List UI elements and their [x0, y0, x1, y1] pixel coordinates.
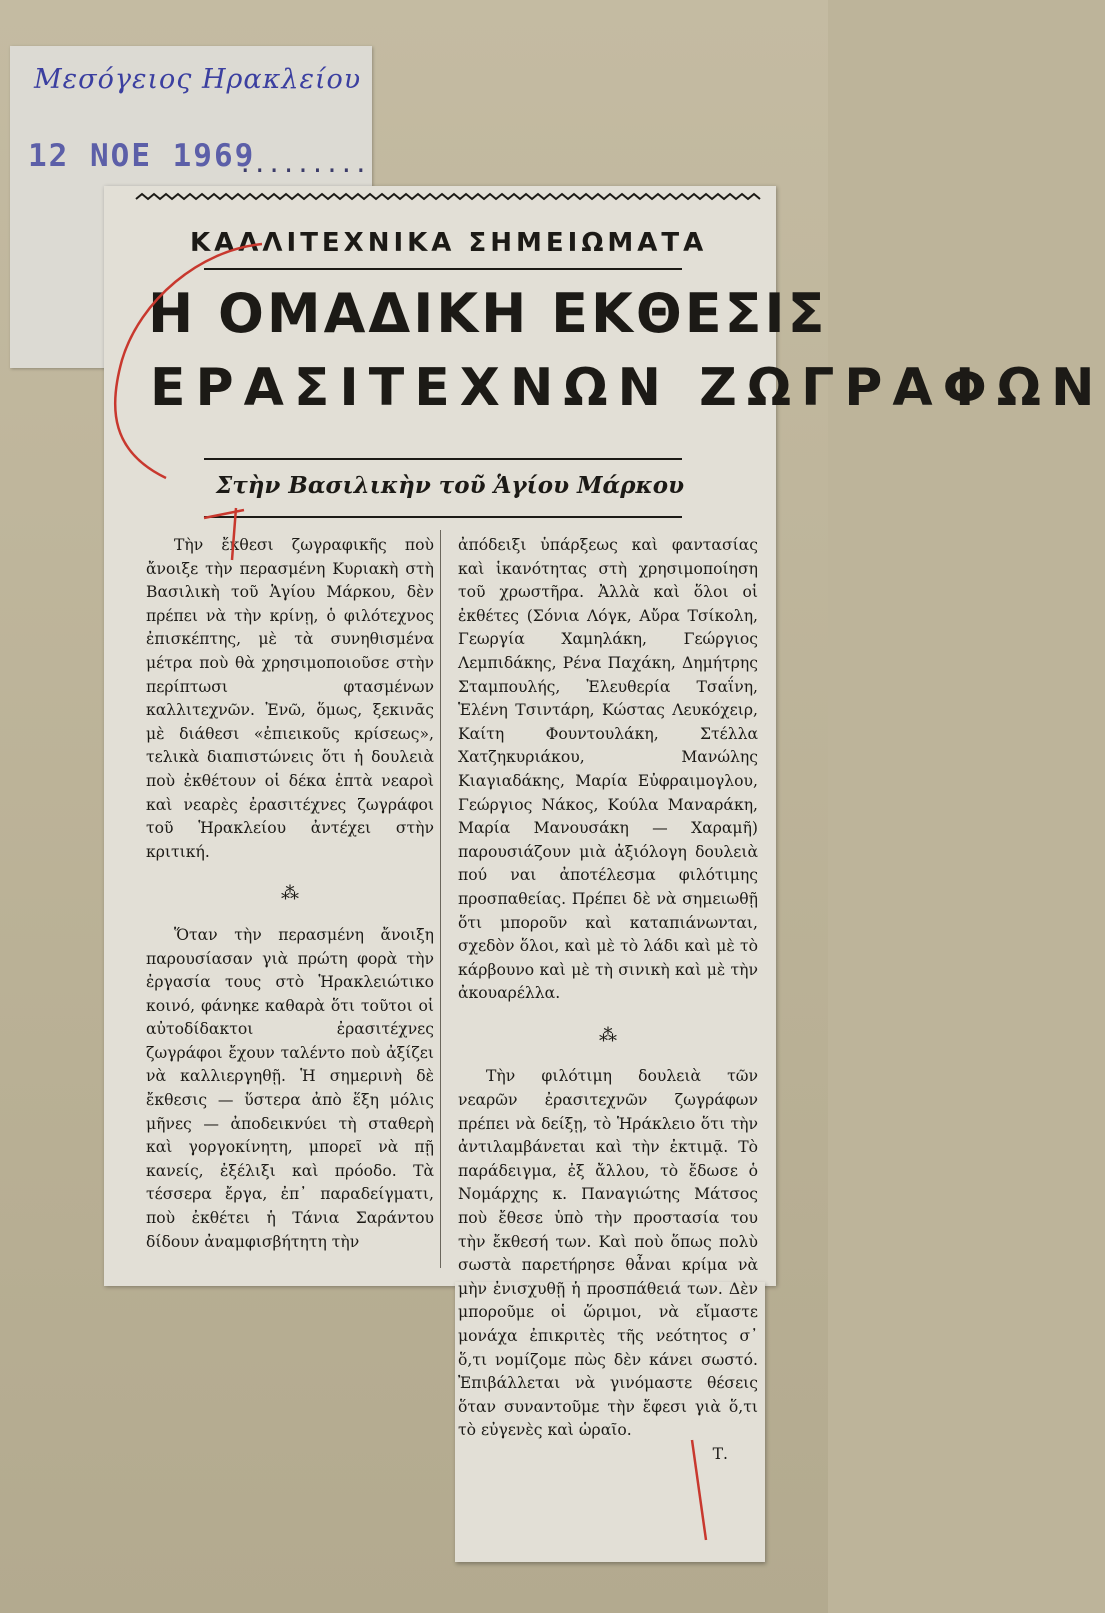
section-kicker: ΚΑΛΛΙΤΕΧΝΙΚΑ ΣΗΜΕΙΩΜΑΤΑ: [190, 228, 708, 258]
stamp-dotted-line: .........: [238, 150, 369, 178]
headline-rule: [204, 458, 682, 460]
column-divider: [440, 530, 441, 1268]
asterism-divider: ⁂: [599, 1024, 617, 1046]
handwritten-source: Μεσόγειος Ηρακλείου: [34, 64, 362, 95]
date-stamp: 12 ΝΟΕ 1969: [28, 138, 256, 174]
subhead-rule: [204, 516, 682, 518]
asterism-divider: ⁂: [281, 883, 299, 905]
subheadline: Στὴν Βασιλικὴν τοῦ Ἁγίου Μάρκου: [215, 472, 685, 499]
article-right-column: [458, 534, 758, 1467]
left-paragraph-2: Ὅταν τὴν περασμένη ἄνοιξη παρουσίασαν γιὰ πρώτη φορὰ τὴν ἐργασία τους στὸ Ἡρακλειώτικο κοινό, φάνηκε καθαρὰ ὅτι τοῦτοι οἱ αὐτοδίδακτοι ἐρασιτέχνες ζωγράφοι ἔχουν ταλέντο ποὺ ἀξίζει νὰ καλλιεργηθῇ. Ἡ σημερινὴ δὲ ἔκθεσις — ὕστερα ἀπὸ ἕξη μόλις μῆνες — ἀποδεικνύει τὴ σταθερὴ καὶ γοργοκίνητη, μπορεῖ νὰ πῇ κανείς, ἐξέλιξι καὶ πρόοδο. Τὰ τέσσερα ἔργα, ἐπ᾽ παραδείγματι, ποὺ ἐκθέτει ἡ Τάνια Σαράντου δίδουν ἀναμφισβήτητη τὴν: [146, 925, 434, 1251]
author-signature: Τ.: [712, 1444, 728, 1463]
right-paragraph-1: ἀπόδειξι ὑπάρξεως καὶ φαντασίας καὶ ἱκανότητας στὴ χρησιμοποίηση τοῦ χρωστῆρα. Ἀλλὰ καὶ ὅλοι οἱ ἐκθέτες (Σόνια Λόγκ, Αὔρα Τσίκολη, Γεωργία Χαμηλάκη, Γεώργιος Λεμπιδάκης, Ρένα Παχάκη, Δημήτρης Σταμπουλής, Ἐλευθερία Τσαΐνη, Ἑλένη Τσιντάρη, Κώστας Λευκόχειρ, Καίτη Φουντουλάκη, Στέλλα Χατζηκυριάκου, Μανώλης Κιαγιαδάκης, Μαρία Εὐφραιμογλου, Γεώργιος Νάκος, Κούλα Μαναράκη, Μαρία Μανουσάκη — Χαραμῆ) παρουσιάζουν μιὰ ἀξιόλογη δουλειὰ πού ναι ἀποτέλεσμα φιλότιμης προσπαθείας. Πρέπει δὲ νὰ σημειωθῇ ὅτι μποροῦν καὶ καταπιάνωνται, σχεδὸν ὅλοι, καὶ μὲ τὸ λάδι καὶ μὲ τὸ κάρβουνο καὶ μὲ τὴ σινικὴ καὶ μὲ τὴν ἀκουαρέλλα.: [458, 536, 758, 1003]
headline-line-2: ΕΡΑΣΙΤΕΧΝΩΝ ΖΩΓΡΑΦΩΝ: [150, 358, 1105, 418]
left-paragraph-1: Τὴν ἔκθεσι ζωγραφικῆς ποὺ ἄνοιξε τὴν περασμένη Κυριακὴ στὴ Βασιλικὴ τοῦ Ἁγίου Μάρκου, δὲν πρέπει νὰ τὴν κρίνῃ, ὁ φιλότεχνος ἐπισκέπτης, μὲ τὰ συνηθισμένα μέτρα ποὺ θὰ χρησιμοποιοῦσε στὴν περίπτωσι φτασμένων καλλιτεχνῶν. Ἐνῶ, ὅμως, ξεκινᾶς μὲ διάθεσι «ἐπιεικοῦς κρίσεως», τελικὰ διαπιστώνεις ὅτι ἡ δουλειὰ ποὺ ἐκθέτουν οἱ δέκα ἑπτὰ νεαροὶ καὶ νεαρὲς ἐρασιτέχνες ζωγράφοι τοῦ Ἡρακλείου ἀντέχει στὴν κριτική.: [146, 536, 434, 861]
kicker-rule: [204, 268, 682, 270]
right-paragraph-2: Τὴν φιλότιμη δουλειὰ τῶν νεαρῶν ἐρασιτεχνῶν ζωγράφων πρέπει νὰ δείξῃ, τὸ Ἡράκλειο ὅτι τὴν ἀντιλαμβάνεται καὶ τὴν ἐκτιμᾷ. Τὸ παράδειγμα, ἐξ ἄλλου, τὸ ἔδωσε ὁ Νομάρχης κ. Παναγιώτης Μάτσος ποὺ ἔθεσε ὑπὸ τὴν προστασία του τὴν ἔκθεσή των. Καὶ ποὺ ὅπως πολὺ σωστὰ παρετήρησε θἆναι κρίμα νὰ μὴν ἐνισχυθῇ ἡ προσπάθειά των. Δὲν μποροῦμε οἱ ὥριμοι, νὰ εἴμαστε μονάχα ἐπικριτὲς τῆς νεότητος σ᾽ ὅ,τι νομίζομε πὼς δὲν κάνει σωστό. Ἐπιβάλλεται νὰ γινόμαστε θέσεις ὅταν συναντοῦμε τὴν ἔφεσι γιὰ ὅ,τι τὸ εὐγενὲς καὶ ὡραῖο.: [458, 1067, 758, 1440]
headline-line-1: Η ΟΜΑΔΙΚΗ ΕΚΘΕΣΙΣ: [148, 282, 828, 345]
decorative-border: [136, 192, 760, 206]
article-left-column: [146, 534, 434, 1254]
